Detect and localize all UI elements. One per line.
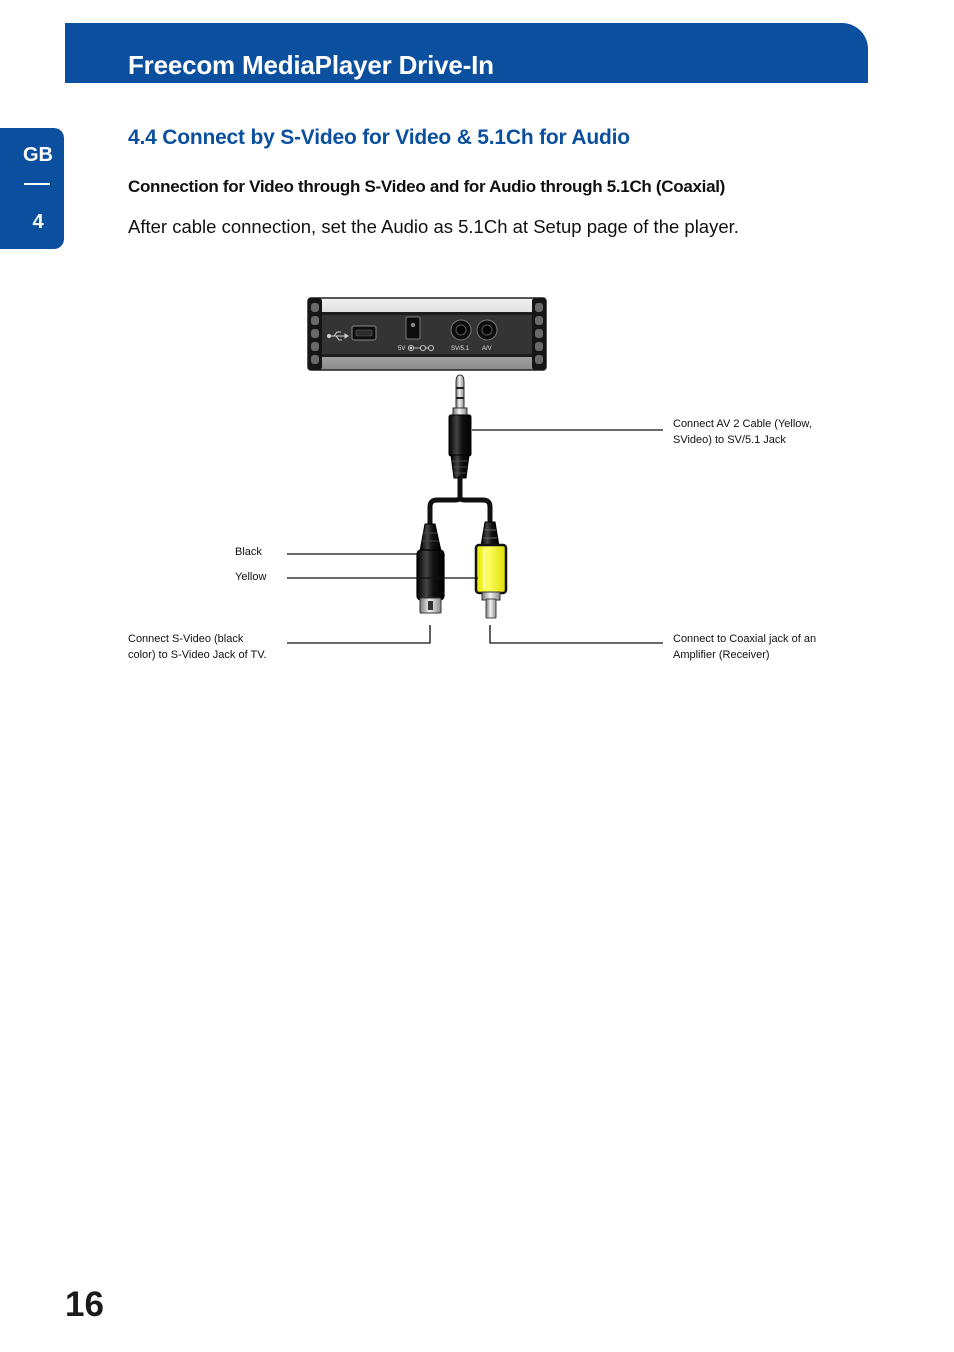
rca-plug-yellow [476, 522, 506, 618]
cable-split [430, 478, 490, 526]
dc-power-jack [406, 317, 420, 339]
language-code: GB [23, 144, 53, 166]
callout-svideo-line-1: Connect S-Video (black [128, 633, 244, 645]
leader-coaxial [490, 625, 663, 643]
callout-lines [287, 430, 663, 643]
page-number: 16 [65, 1285, 104, 1324]
sub-heading: Connection for Video through S-Video and for Audio through 5.1Ch (Coaxial) [128, 177, 726, 196]
callout-av-cable-line-1: Connect AV 2 Cable (Yellow, [673, 418, 812, 430]
section-heading: 4.4 Connect by S-Video for Video & 5.1Ch for Audio [128, 126, 630, 149]
leader-svideo [287, 625, 430, 643]
mini-usb-port [352, 326, 376, 340]
callout-coaxial-line-2: Amplifier (Receiver) [673, 648, 770, 661]
callout-coaxial [673, 632, 816, 663]
product-title: Freecom MediaPlayer Drive-In [128, 50, 494, 80]
port-label-power: 5V [398, 346, 406, 352]
media-player-device [308, 298, 546, 370]
callout-svideo-line-2: color) to S-Video Jack of TV. [128, 648, 267, 661]
callout-coaxial-line-1: Connect to Coaxial jack of an [673, 633, 817, 645]
instruction-text: After cable connection, set the Audio as 5.1Ch at Setup page of the player. [128, 216, 739, 237]
svideo-plug-black [417, 524, 444, 613]
chapter-number: 4 [32, 211, 44, 233]
av-jack [477, 320, 497, 340]
callout-yellow: Yellow [235, 571, 267, 583]
port-label-av: A/V [482, 346, 492, 352]
callout-svideo [128, 632, 267, 663]
callout-av-cable [673, 417, 812, 448]
av2-cable-jack-plug [449, 375, 471, 478]
port-label-sv51: SV/5.1 [451, 346, 470, 352]
callout-black: Black [235, 546, 262, 558]
sv51-jack [451, 320, 471, 340]
device-end-cap-right [532, 298, 546, 370]
callout-av-cable-line-2: SVideo) to SV/5.1 Jack [673, 433, 786, 446]
device-end-cap-left [308, 298, 322, 370]
